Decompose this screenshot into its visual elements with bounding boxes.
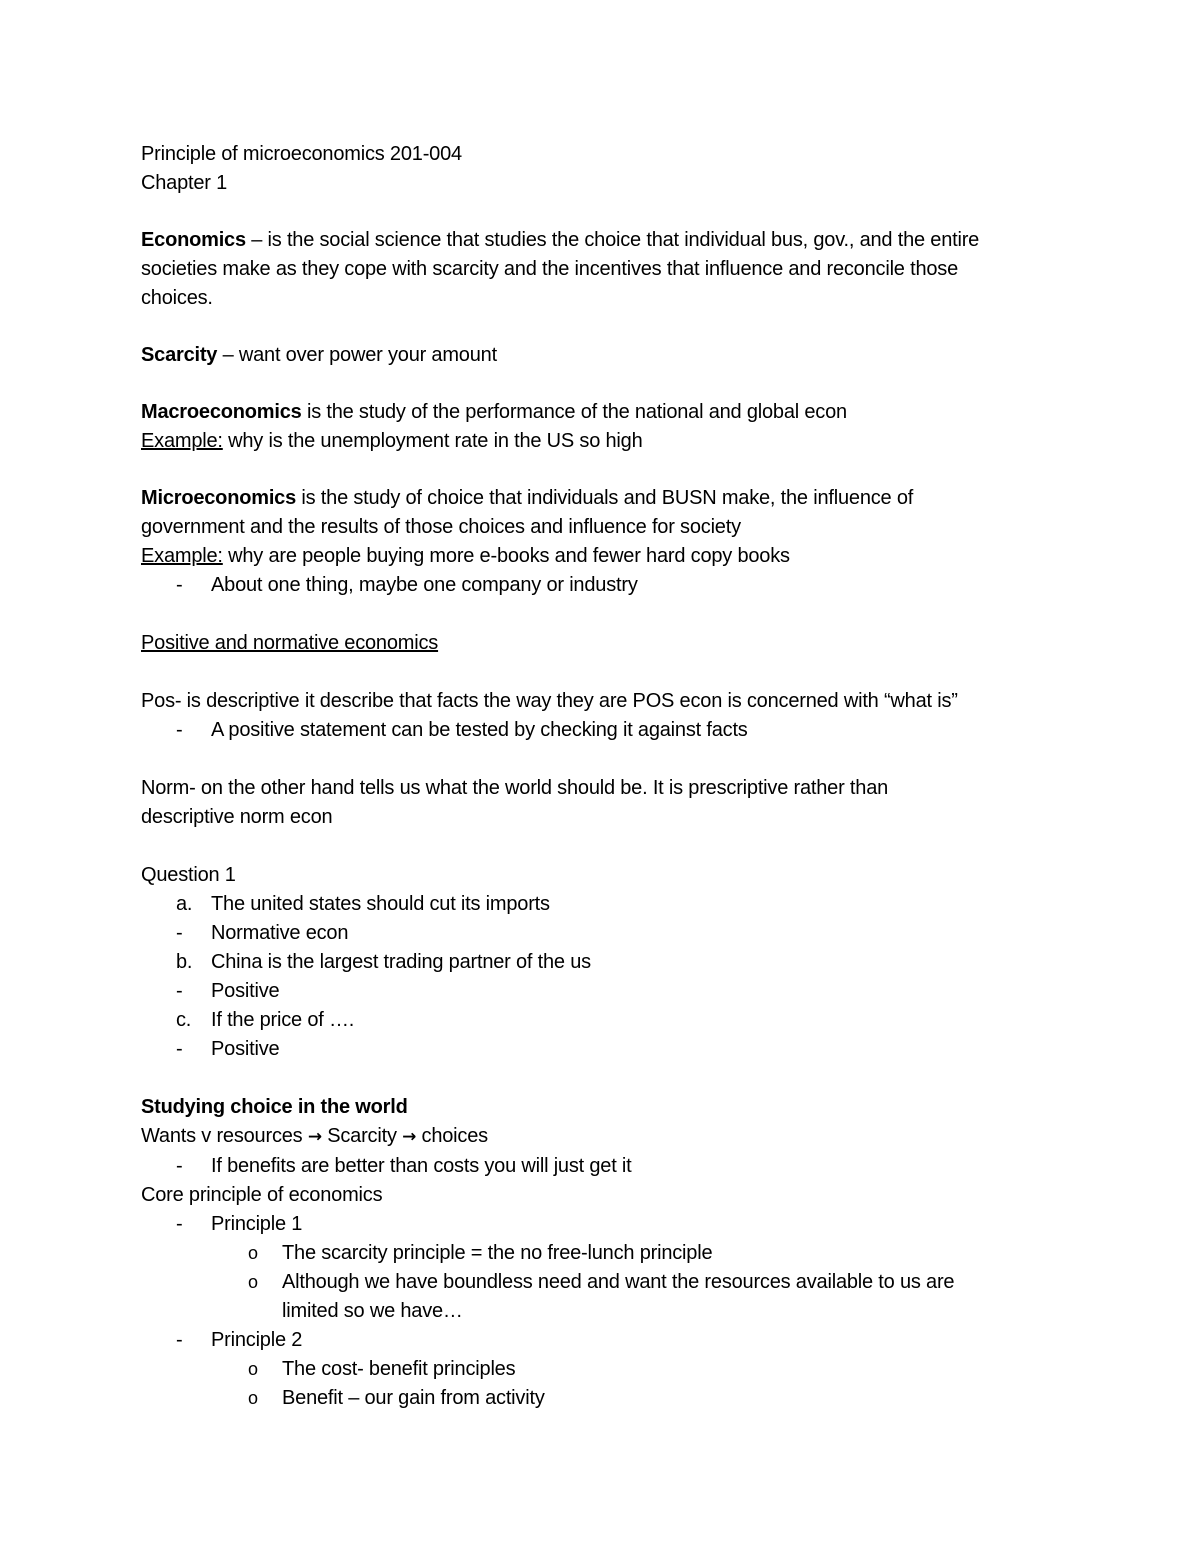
list-item: - If benefits are better than costs you will just get it xyxy=(141,1152,1071,1181)
sub-list-item: o Benefit – our gain from activity xyxy=(141,1384,1071,1413)
section-heading-positive-normative: Positive and normative economics xyxy=(141,632,439,654)
example-label: Example: xyxy=(141,545,223,567)
dash-bullet: - xyxy=(176,574,183,596)
economics-definition: Economics – is the social science that studies the choice that individual bus, gov., and the entire xyxy=(141,229,980,251)
question-item: - Positive xyxy=(176,1038,280,1060)
circle-bullet-icon: o xyxy=(248,1388,258,1408)
question-item: - Normative econ xyxy=(176,922,349,944)
scarcity-term: Scarcity xyxy=(141,344,218,366)
sub-list-item: o The scarcity principle = the no free-lunch principle xyxy=(141,1239,1071,1268)
list-item: - A positive statement can be tested by checking it against facts xyxy=(141,716,1071,745)
question-item: b. China is the largest trading partner of the us xyxy=(176,951,591,973)
normative-economics-text-line2: descriptive norm econ xyxy=(141,806,333,828)
circle-bullet-icon: o xyxy=(248,1243,258,1263)
core-principle-heading: Core principle of economics xyxy=(141,1184,383,1206)
dash-bullet: - xyxy=(176,1329,183,1351)
macroeconomics-definition: Macroeconomics is the study of the performance of the national and global econ xyxy=(141,401,847,423)
question-item: - Positive xyxy=(176,980,280,1002)
choice-flow: Wants v resources → Scarcity → choices xyxy=(141,1122,1071,1152)
question-item: c. If the price of …. xyxy=(176,1009,355,1031)
sub-list-item: o Although we have boundless need and want the resources available to us are xyxy=(141,1268,1071,1297)
arrow-right-icon: → xyxy=(402,1127,417,1147)
circle-bullet-icon: o xyxy=(248,1359,258,1379)
microeconomics-definition: Microeconomics is the study of choice that individuals and BUSN make, the influence of xyxy=(141,487,914,509)
dash-bullet: - xyxy=(176,719,183,741)
sub-list-item-continuation: limited so we have… xyxy=(282,1300,463,1322)
macroeconomics-term: Macroeconomics xyxy=(141,401,302,423)
sub-list-item: o The cost- benefit principles xyxy=(141,1355,1071,1384)
positive-economics-text: Pos- is descriptive it describe that facts the way they are POS econ is concerned with “what is” xyxy=(141,690,958,712)
dash-bullet: - xyxy=(176,1213,183,1235)
question-item: a. The united states should cut its imports xyxy=(176,893,550,915)
economics-definition-line3: choices. xyxy=(141,287,213,309)
normative-economics-text: Norm- on the other hand tells us what the world should be. It is prescriptive rather than xyxy=(141,777,889,799)
scarcity-definition: Scarcity – want over power your amount xyxy=(141,344,497,366)
circle-bullet-icon: o xyxy=(248,1272,258,1292)
economics-definition-line2: societies make as they cope with scarcity and the incentives that influence and reconcile those xyxy=(141,258,959,280)
section-heading-studying-choice: Studying choice in the world xyxy=(141,1096,408,1118)
macroeconomics-example: Example: why is the unemployment rate in the US so high xyxy=(141,430,643,452)
microeconomics-term: Microeconomics xyxy=(141,487,297,509)
list-item: - Principle 2 xyxy=(141,1326,1071,1355)
example-label: Example: xyxy=(141,430,223,452)
microeconomics-definition-line2: government and the results of those choices and influence for society xyxy=(141,516,741,538)
document-body xyxy=(141,140,1071,1413)
question-heading: Question 1 xyxy=(141,864,236,886)
list-item: - About one thing, maybe one company or industry xyxy=(141,571,1071,600)
arrow-right-icon: → xyxy=(307,1127,322,1147)
chapter-label: Chapter 1 xyxy=(141,172,228,194)
document-title: Principle of microeconomics 201-004 xyxy=(141,143,462,165)
dash-bullet: - xyxy=(176,1155,183,1177)
list-item: - Principle 1 xyxy=(141,1210,1071,1239)
microeconomics-example: Example: why are people buying more e-books and fewer hard copy books xyxy=(141,545,790,567)
economics-term: Economics xyxy=(141,229,246,251)
